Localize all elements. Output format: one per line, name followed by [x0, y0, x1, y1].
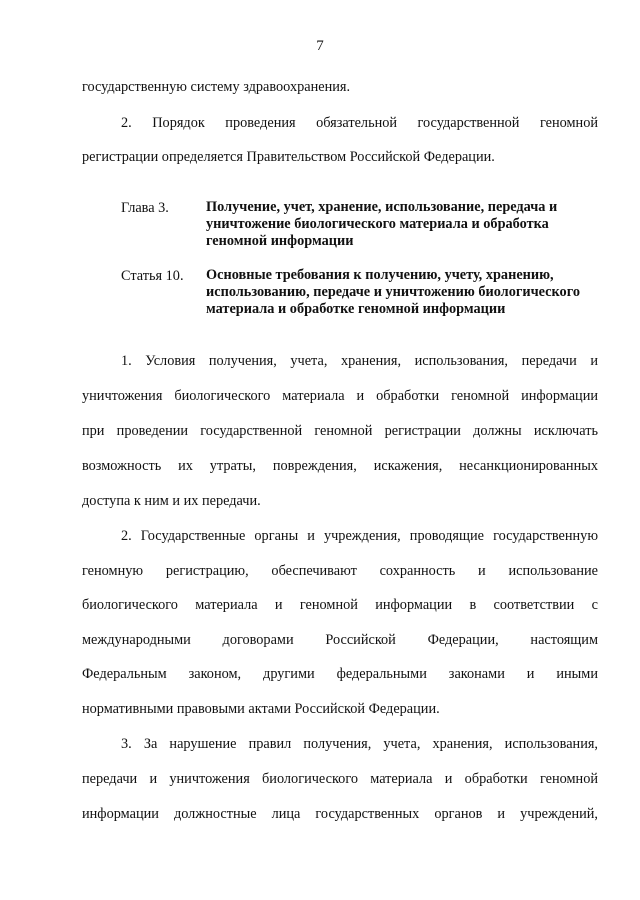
paragraph-2-line-2: регистрации определяется Правительством Российской Федерации. — [82, 149, 495, 165]
article-paragraph-1-line-3: при проведении государственной геномной регистрации должны исключать — [82, 423, 598, 439]
article-paragraph-2-line-1: 2. Государственные органы и учреждения, проводящие государственную — [121, 528, 598, 544]
article-paragraph-2-line-2: геномную регистрацию, обеспечивают сохранность и использование — [82, 563, 598, 579]
continuation-line: государственную систему здравоохранения. — [82, 79, 351, 95]
article-paragraph-2-line-5: Федеральным законом, другими федеральными законами и иными — [82, 666, 598, 682]
chapter-title: Получение, учет, хранение, использование, передача и уничтожение биологического материала и обработка геномной информации — [206, 199, 558, 249]
article-paragraph-3-line-3: информации должностные лица государственных органов и учреждений, — [82, 806, 598, 822]
paragraph-2-line-1: 2. Порядок проведения обязательной государственной геномной — [121, 115, 598, 131]
article-paragraph-3-line-2: передачи и уничтожения биологического материала и обработки геномной — [82, 771, 598, 787]
article-paragraph-1-line-5: доступа к ним и их передачи. — [82, 493, 261, 509]
article-paragraph-2-line-6: нормативными правовыми актами Российской Федерации. — [82, 701, 440, 717]
chapter-label: Глава 3. — [121, 200, 169, 216]
article-paragraph-1-line-2: уничтожения биологического материала и обработки геномной информации — [82, 388, 598, 404]
article-title: Основные требования к получению, учету, хранению, использованию, передаче и уничтожению биологического материала и обработке геномной информации — [206, 267, 580, 317]
article-paragraph-3-line-1: 3. За нарушение правил получения, учета, хранения, использования, — [121, 736, 598, 752]
article-paragraph-1-line-4: возможность их утраты, повреждения, искажения, несанкционированных — [82, 458, 598, 474]
article-paragraph-2-line-4: международными договорами Российской Федерации, настоящим — [82, 632, 598, 648]
article-label: Статья 10. — [121, 268, 184, 284]
article-paragraph-2-line-3: биологического материала и геномной информации в соответствии с — [82, 597, 598, 613]
page-number: 7 — [316, 38, 324, 54]
article-paragraph-1-line-1: 1. Условия получения, учета, хранения, использования, передачи и — [121, 353, 598, 369]
